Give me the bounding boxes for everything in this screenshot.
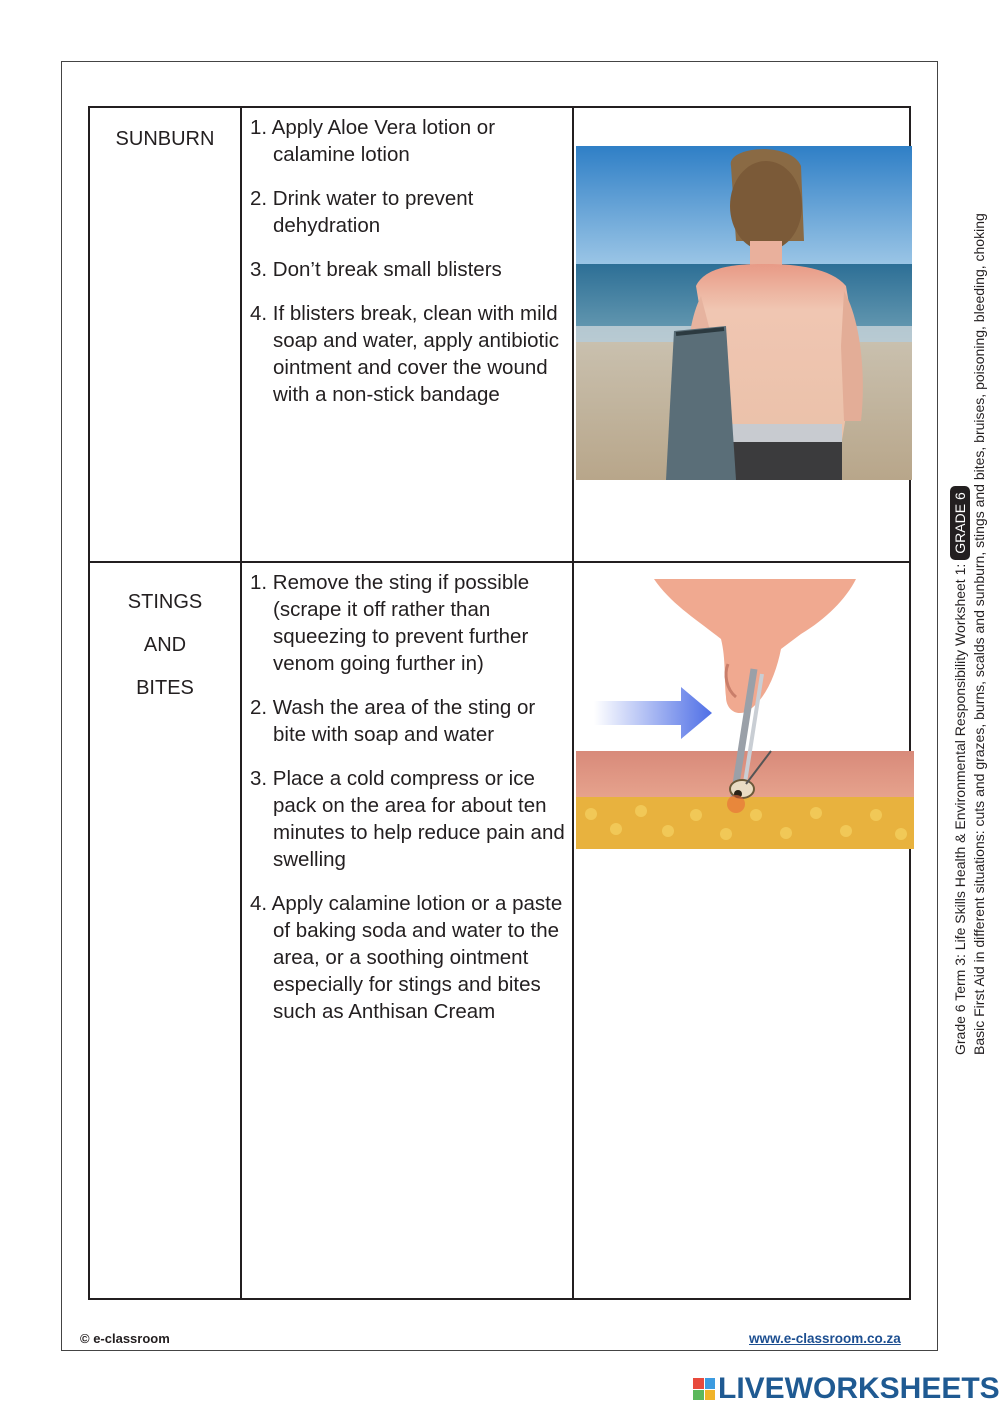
worksheet-subtitle: Basic First Aid in different situations: cuts and grazes, burns, scalds and sunburn, stings and bites, bruises, poisoning, bleeding, choking — [971, 213, 987, 1055]
first-aid-table — [88, 106, 911, 1300]
condition-cell — [89, 107, 241, 562]
step-item: 1. Remove the sting if possible (scrape it off rather than squeezing to prevent further venom going further in) — [250, 571, 530, 675]
website-link[interactable]: www.e-classroom.co.za — [749, 1331, 901, 1346]
copyright-text: © e-classroom — [80, 1331, 170, 1346]
condition-label — [90, 563, 240, 710]
image-cell — [573, 107, 910, 562]
step-item: 3. Don’t break small blisters — [250, 258, 502, 281]
brand-name: LIVEWORKSHEETS — [718, 1372, 1000, 1405]
steps-cell — [241, 562, 573, 1299]
steps-list — [242, 108, 572, 408]
step-item: 1. Apply Aloe Vera lotion or calamine lotion — [250, 116, 496, 166]
steps-cell — [241, 107, 573, 562]
side-title-line — [950, 55, 970, 1055]
table-row-sunburn — [89, 107, 910, 562]
step-item: 3. Place a cold compress or ice pack on the area for about ten minutes to help reduce pain and swelling — [250, 767, 565, 871]
condition-line: STINGS — [127, 591, 203, 613]
condition-label: SUNBURN — [115, 128, 215, 150]
liveworksheets-logo-icon — [693, 1378, 715, 1400]
condition-line: AND — [143, 634, 187, 656]
step-item: 4. If blisters break, clean with mild soap and water, apply antibiotic ointment and cover the wound with a non-stick bandage — [250, 302, 560, 406]
sunburn-illustration — [576, 146, 912, 480]
steps-list — [242, 563, 572, 1025]
step-item: 2. Wash the area of the sting or bite with soap and water — [250, 696, 536, 746]
worksheet-title: Grade 6 Term 3: Life Skills Health & Environmental Responsibility Worksheet 1: — [952, 563, 968, 1055]
table-row-stings-bites — [89, 562, 910, 1299]
grade-badge: GRADE 6 — [950, 486, 970, 559]
image-cell — [573, 562, 910, 1299]
sting-removal-illustration — [576, 579, 914, 851]
liveworksheets-brand[interactable] — [693, 1373, 1000, 1405]
step-item: 4. Apply calamine lotion or a paste of baking soda and water to the area, or a soothing ointment especially for stings and bites such as Anthisan Cream — [250, 892, 563, 1023]
worksheet-side-header — [950, 55, 988, 1055]
step-item: 2. Drink water to prevent dehydration — [250, 187, 474, 237]
condition-line: BITES — [136, 677, 194, 699]
condition-cell — [89, 562, 241, 1299]
